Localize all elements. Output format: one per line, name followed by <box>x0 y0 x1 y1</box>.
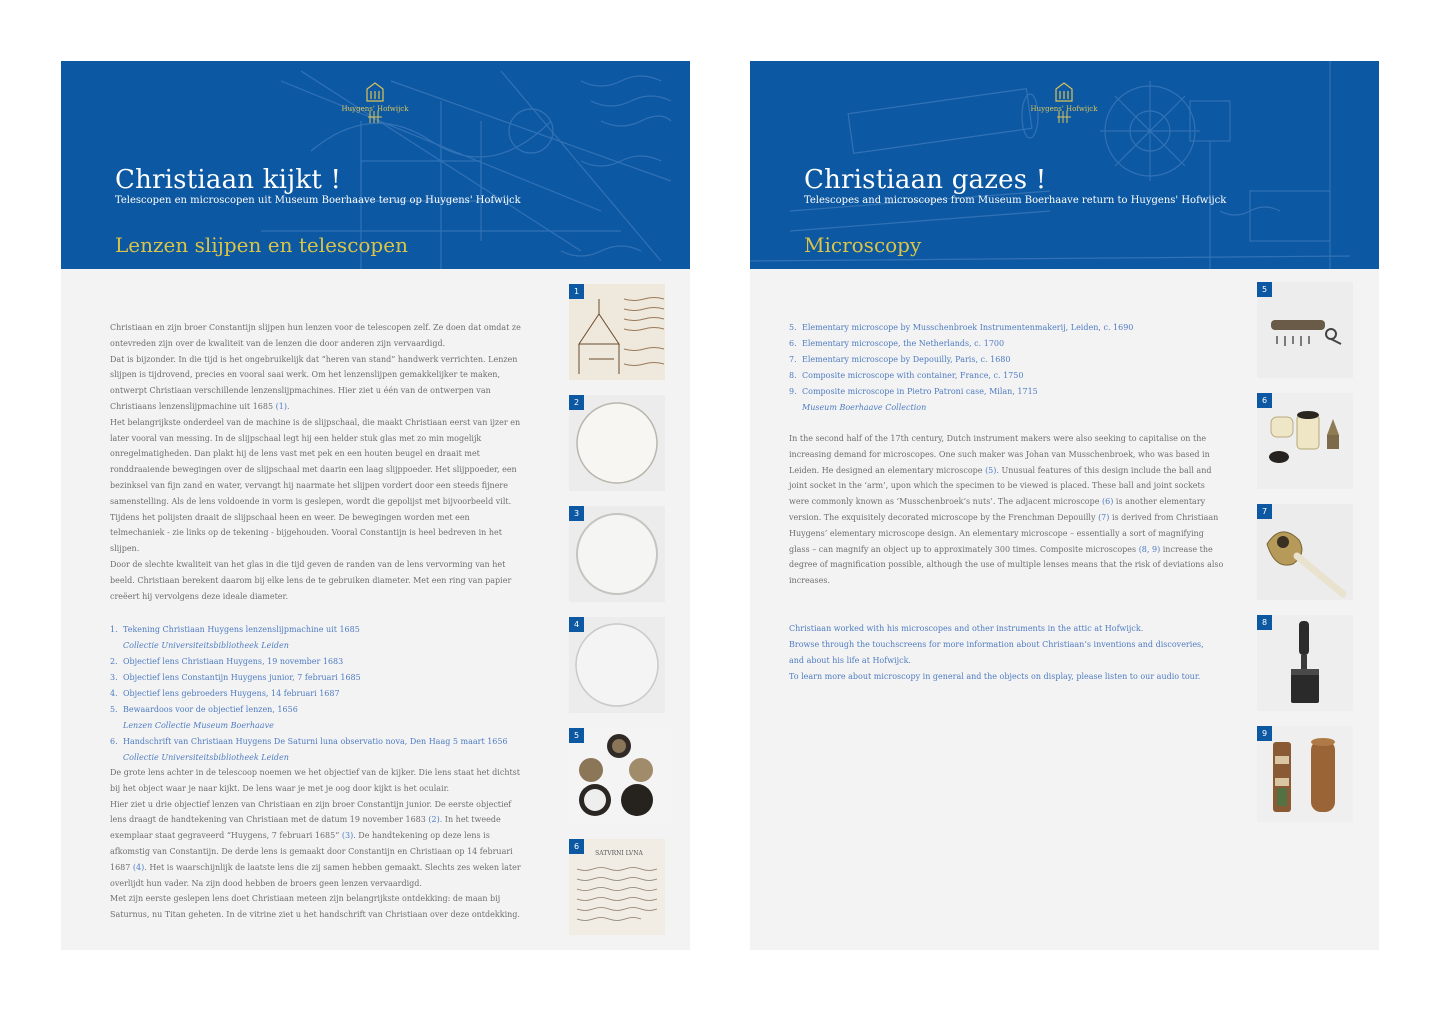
list-number: 6. <box>789 339 797 348</box>
thumbnail-number: 1 <box>569 284 584 299</box>
list-item <box>110 654 550 670</box>
list-text: Elementary microscope by Musschenbroek Instrumentenmakerij, Leiden, c. 1690 <box>802 323 1134 332</box>
intro-paragraph-2 <box>110 352 525 415</box>
list-item <box>789 368 1239 384</box>
page-title: Christiaan kijkt ! <box>115 165 342 195</box>
thumbnail-number: 6 <box>1257 393 1272 408</box>
list-item <box>110 734 550 750</box>
reference-5: (5). <box>985 465 999 475</box>
page-subtitle: Telescopes and microscopes from Museum Boerhaave return to Huygens' Hofwijck <box>804 195 1227 206</box>
manuscript-heading: SATVRNI LVNA <box>595 850 643 857</box>
closing-line: To learn more about microscopy in general and the objects on display, please listen to our audio tour. <box>789 672 1201 681</box>
section-title: Microscopy <box>804 233 922 257</box>
outro-paragraph-1: De grote lens achter in de telescoop noemen we het objectief van de kijker. Die lens staat het dichtst bij het object waar je naar kijkt. De lens waar je met je oog door kijkt is het oculair. <box>110 768 521 793</box>
thumbnail-number: 6 <box>569 839 584 854</box>
list-text: Objectief lens gebroeders Huygens, 14 februari 1687 <box>123 689 340 698</box>
thumbnail-number: 8 <box>1257 615 1272 630</box>
list-number: 3. <box>110 673 118 682</box>
thumbnail-6-microscope <box>1257 393 1353 489</box>
list-number: 9. <box>789 387 797 396</box>
outro-paragraph-2 <box>110 797 525 892</box>
list-text: Bewaardoos voor de objectief lenzen, 1656 <box>123 705 298 714</box>
outro-text <box>110 765 525 923</box>
poster-dutch <box>61 61 690 950</box>
list-text: Handschrift van Christiaan Huygens De Saturni luna observatio nova, Den Haag 5 maart 1656 <box>123 737 508 746</box>
list-number: 5. <box>789 323 797 332</box>
thumbnail-number: 3 <box>569 506 584 521</box>
list-number: 7. <box>789 355 797 364</box>
list-text: Composite microscope with container, France, c. 1750 <box>802 371 1024 380</box>
list-text: Tekening Christiaan Huygens lenzenslijpmachine uit 1685 <box>123 625 360 634</box>
object-list <box>110 622 550 766</box>
list-item-source: Collectie Universiteitsbibliotheek Leiden <box>123 641 289 650</box>
thumbnail-number: 4 <box>569 617 584 632</box>
list-number: 5. <box>110 705 118 714</box>
logo-text: Huygens' Hofwijck <box>341 105 409 113</box>
reference-7: (7) <box>1098 512 1110 522</box>
page-title: Christiaan gazes ! <box>804 165 1047 195</box>
list-number: 8. <box>789 371 797 380</box>
thumbnail-number: 5 <box>1257 282 1272 297</box>
reference-2: (2). <box>428 815 443 825</box>
list-number: 1. <box>110 625 118 634</box>
thumbnail-3-lens <box>569 506 665 602</box>
list-number: 2. <box>110 657 118 666</box>
list-number: 4. <box>110 689 118 698</box>
thumbnail-2-lens <box>569 395 665 491</box>
closing-line: Christiaan worked with his microscopes and other instruments in the attic at Hofwijck. <box>789 624 1144 633</box>
body-text-segment: is another elementary version. The exquisitely decorated microscope by the Frenchman Depouilly <box>789 497 1206 522</box>
thumbnail-5-microscope <box>1257 282 1353 378</box>
object-list <box>789 320 1239 416</box>
intro-paragraph-4: Door de slechte kwaliteit van het glas in die tijd geven de randen van de lens vervorming van het beeld. Christiaan berekent daarom bij elke lens de te gebruiken diameter. Met een ring van papier creëert hij vervolgens deze ideale diameter. <box>110 559 512 601</box>
list-item-source: Lenzen Collectie Museum Boerhaave <box>123 721 274 730</box>
body-text-segment: In the second half of the 17th century, Dutch instrument makers were also seeking to capitalise on the increasing demand for microscopes. One such maker was Johan van Musschenbroek, who was based in Leiden. He designed an elementary microscope <box>789 434 1210 475</box>
outro-text-segment: Hier ziet u drie objectief lenzen van Christiaan en zijn broer Constantijn junior. De eerste objectief lens draagt de handtekening van Christiaan met de datum 19 november 1683 <box>110 799 512 825</box>
list-text: Objectief lens Constantijn Huygens junior, 7 februari 1685 <box>123 673 361 682</box>
thumbnail-8-microscope <box>1257 615 1353 711</box>
outro-text-segment: In het tweede exemplaar staat gegraveerd “Huygens, 7 februari 1685” <box>110 815 501 841</box>
thumbnail-7-microscope <box>1257 504 1353 600</box>
header-banner <box>750 61 1379 269</box>
list-item-source: Museum Boerhaave Collection <box>802 403 927 412</box>
closing-text <box>789 621 1239 685</box>
poster-english <box>750 61 1379 950</box>
reference-3: (3). <box>341 831 356 841</box>
body-text-segment: is derived from Christiaan Huygens’ elementary microscope design. An elementary microscope – essentially a sort of magnifying glass – can magnify an object up to approximately 300 times. Composite microscopes <box>789 512 1219 554</box>
reference-8-9: (8, 9) <box>1138 544 1161 554</box>
thumbnail-4-lens <box>569 617 665 713</box>
body-text-segment: Unusual features of this design include the ball and joint socket in the ‘arm’, upon which the specimen to be viewed is placed. These ball and joint sockets were commonly known as ‘Musschenbroek’s nuts’. The adjacent microscope <box>789 465 1212 507</box>
page-subtitle: Telescopen en microscopen uit Museum Boerhaave terug op Huygens' Hofwijck <box>115 195 521 206</box>
hofwijck-logo <box>1024 81 1104 125</box>
list-item-source: Collectie Universiteitsbibliotheek Leiden <box>123 753 289 762</box>
closing-line: and about his life at Hofwijck. <box>789 656 911 665</box>
intro-paragraph-3: Het belangrijkste onderdeel van de machine is de slijpschaal, die maakt Christiaan eerst van ijzer en later vooral van messing. In de slijpschaal legt hij een helder stuk glas met zo min mogelijk onregelmatigheden. Dan plakt hij de lens vast met pek en een houten beugel en draait met ronddraaiende bewegingen over de slijpschaal met daarin een laag slijppoeder. Het slijppoeder, een bezinksel van fijn zand en water, vervangt hij naarmate het slijpen vordert door een steeds fijnere samenstelling. Als de lens voldoende in vorm is geslepen, wordt die gepolijst met bijvoorbeeld vilt. Tijdens het polijsten draait de slijpschaal heen en weer. De bewegingen worden met een telmechaniek - zie links op de tekening - bijgehouden. Vooral Constantijn is heel bedreven in het slijpen. <box>110 417 521 554</box>
microscopy-body-text <box>789 431 1224 589</box>
hofwijck-logo <box>335 81 415 125</box>
list-text: Elementary microscope by Depouilly, Paris, c. 1680 <box>802 355 1011 364</box>
header-banner <box>61 61 690 269</box>
thumbnail-number: 2 <box>569 395 584 410</box>
list-item <box>110 702 550 718</box>
thumbnail-6-manuscript <box>569 839 665 935</box>
reference-1: (1). <box>275 401 290 411</box>
reference-4: (4). <box>132 862 147 872</box>
list-item <box>110 622 550 638</box>
logo-text: Huygens' Hofwijck <box>1030 105 1098 113</box>
list-number: 6. <box>110 737 118 746</box>
outro-paragraph-3: Met zijn eerste geslepen lens doet Christiaan meteen zijn belangrijkste ontdekking: de maan bij Saturnus, nu Titan geheten. In de vitrine ziet u het handschrift van Christiaan over deze ontdekking. <box>110 894 520 920</box>
outro-text-segment: De handtekening op deze lens is afkomstig van Constantijn. De derde lens is gemaakt door Constantijn en Christiaan op 14 februari 1687 <box>110 831 513 872</box>
thumbnail-number: 5 <box>569 728 584 743</box>
list-item <box>110 670 550 686</box>
list-item <box>789 320 1239 336</box>
intro-paragraph-2-text: Dat is bijzonder. In die tijd is het ongebruikelijk dat “heren van stand” handwerk verrichten. Lenzen slijpen is tijdrovend, precies en vooral saai werk. Om het lenzenslijpen gemakkelijker te maken, ontwerpt Christiaan verschillende lenzenslijpmachines. Hier ziet u één van de ontwerpen van Christiaans lenzenslijpmachine uit 1685 <box>110 354 518 411</box>
intro-paragraph-1: Christiaan en zijn broer Constantijn slijpen hun lenzen voor de telescopen zelf. Ze doen dat omdat ze ontevreden zijn over de kwaliteit van de lenzen die door anderen zijn vervaardigd. <box>110 323 521 348</box>
outro-text-segment: Het is waarschijnlijk de laatste lens die zij samen hebben gemaakt. Slechts zes weken later overlijdt hun vader. Na zijn dood hebben de broers geen lenzen vervaardigd. <box>110 862 521 888</box>
house-crest-icon <box>364 81 386 125</box>
list-item <box>110 686 550 702</box>
closing-line: Browse through the touchscreens for more information about Christiaan’s inventions and discoveries, <box>789 640 1204 649</box>
list-item <box>789 336 1239 352</box>
thumbnail-number: 9 <box>1257 726 1272 741</box>
list-text: Objectief lens Christiaan Huygens, 19 november 1683 <box>123 657 344 666</box>
list-text: Elementary microscope, the Netherlands, c. 1700 <box>802 339 1005 348</box>
list-item <box>789 352 1239 368</box>
intro-text <box>110 320 525 604</box>
body-text-segment: increase the degree of magnification possible, although the use of multiple lenses means that the risk of deviations also increases. <box>789 544 1224 586</box>
thumbnail-5-lens-box <box>569 728 665 824</box>
thumbnail-number: 7 <box>1257 504 1272 519</box>
reference-6: (6) <box>1102 497 1114 507</box>
house-crest-icon <box>1053 81 1075 125</box>
body-paragraph <box>789 431 1224 589</box>
section-title: Lenzen slijpen en telescopen <box>115 233 408 257</box>
thumbnail-1-drawing <box>569 284 665 380</box>
thumbnail-9-microscope <box>1257 726 1353 822</box>
list-item <box>789 384 1239 400</box>
list-text: Composite microscope in Pietro Patroni case, Milan, 1715 <box>802 387 1038 396</box>
